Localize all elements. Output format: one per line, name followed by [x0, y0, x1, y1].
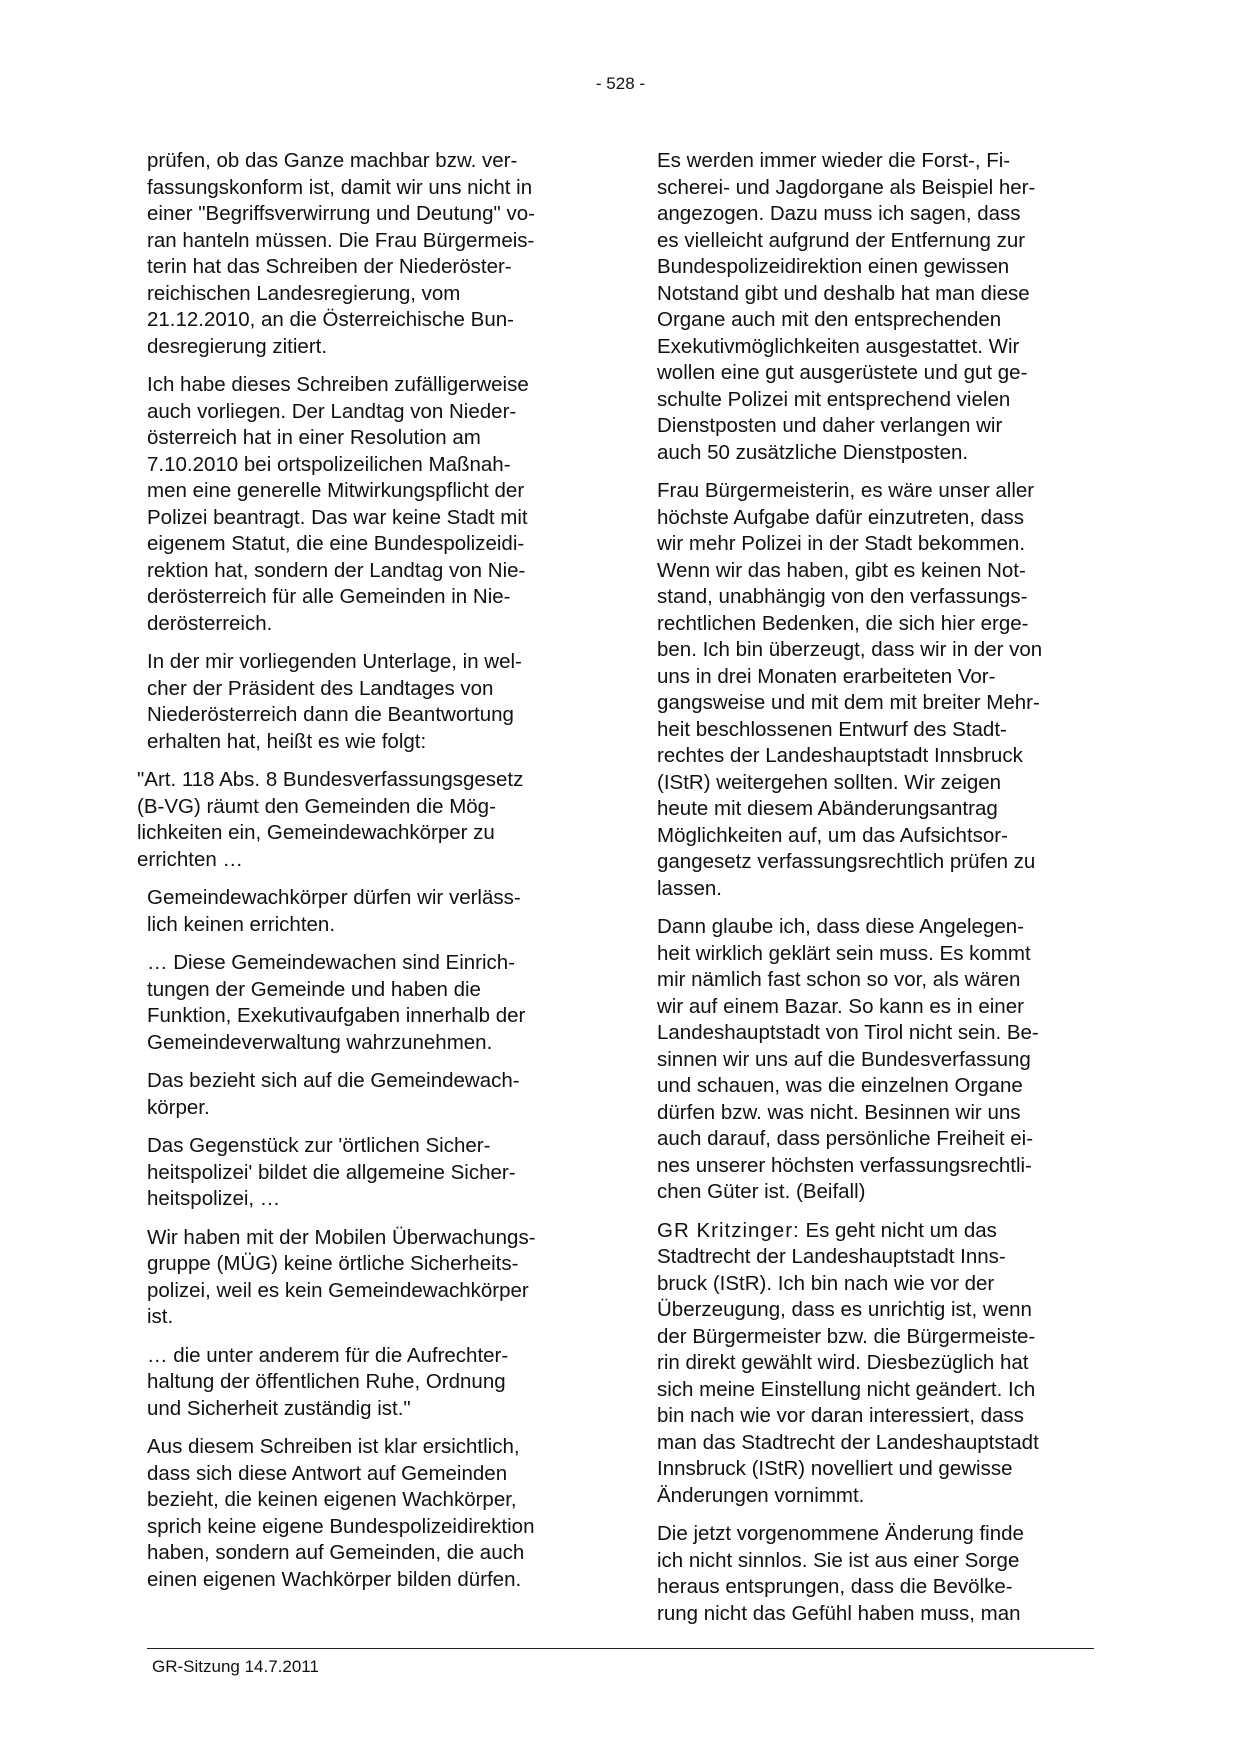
text-line: angezogen. Dazu muss ich sagen, dass — [657, 202, 1021, 225]
text-line: rektion hat, sondern der Landtag von Nie- — [147, 558, 526, 582]
text-line: Möglichkeiten auf, um das Aufsichtsor- — [657, 823, 1008, 847]
text-line: haben, sondern auf Gemeinden, die auch — [147, 1541, 525, 1564]
text-line: Gemeindewachkörper dürfen wir verläss- — [147, 886, 521, 909]
text-line: einen eigenen Wachkörper bilden dürfen. — [147, 1567, 522, 1591]
text-line: lichkeiten ein, Gemeindewachkörper zu — [137, 821, 495, 844]
text-line: Bundespolizeidirektion einen gewissen — [657, 255, 1010, 278]
text-line: nes unserer höchsten verfassungsrechtli- — [657, 1153, 1032, 1177]
text-line: cher der Präsident des Landtages von — [147, 676, 494, 700]
text-line: wollen eine gut ausgerüstete und gut ge- — [657, 361, 1028, 384]
speech-text: Es geht nicht um das — [805, 1218, 997, 1242]
text-line: rung nicht das Gefühl haben muss, man — [657, 1601, 1021, 1625]
text-line: Die jetzt vorgenommene Änderung finde — [657, 1522, 1024, 1545]
paragraph — [147, 1068, 582, 1121]
text-line: ben. Ich bin überzeugt, dass wir in der von — [657, 638, 1043, 661]
text-line: dass sich diese Antwort auf Gemeinden — [147, 1461, 508, 1485]
text-line: Funktion, Exekutivaufgaben innerhalb der — [147, 1004, 526, 1027]
text-line: derösterreich. — [147, 611, 273, 635]
text-line: Exekutivmöglichkeiten ausgestattet. Wir — [657, 334, 1020, 358]
quote-paragraph — [137, 767, 582, 873]
left-column — [137, 148, 582, 1605]
text-line: stand, unabhängig von den verfassungs- — [657, 585, 1028, 608]
text-line: … die unter anderem für die Aufrechter- — [147, 1343, 509, 1367]
text-line: Stadtrecht der Landeshauptstadt Inns- — [657, 1245, 1006, 1268]
text-line: einer "Begriffsverwirrung und Deutung" vo- — [147, 202, 535, 225]
text-line: heit beschlossenen Entwurf des Stadt- — [657, 717, 1007, 741]
text-line: wir auf einem Bazar. So kann es in einer — [657, 994, 1024, 1018]
text-line: sinnen wir uns auf die Bundesverfassung — [657, 1047, 1031, 1071]
text-line: Dienstposten und daher verlangen wir — [657, 414, 1003, 437]
text-line: (IStR) weitergehen sollten. Wir zeigen — [657, 770, 1002, 794]
paragraph — [657, 914, 1092, 1206]
text-line: heitspolizei' bildet die allgemeine Sicher- — [147, 1160, 516, 1184]
text-line: Das Gegenstück zur 'örtlichen Sicher- — [147, 1134, 491, 1157]
text-line: Niederösterreich dann die Beantwortung — [147, 703, 514, 726]
text-line: rin direkt gewählt wird. Diesbezüglich hat — [657, 1351, 1029, 1374]
text-line: schulte Polizei mit entsprechend vielen — [657, 387, 1011, 411]
text-line: Notstand gibt und deshalb hat man diese — [657, 281, 1030, 305]
text-line: höchste Aufgabe dafür einzutreten, dass — [657, 505, 1024, 529]
text-line: Wir haben mit der Mobilen Überwachungs- — [147, 1225, 536, 1249]
text-line: chen Güter ist. (Beifall) — [657, 1180, 866, 1203]
text-line: men eine generelle Mitwirkungspflicht der — [147, 479, 525, 502]
text-line: heraus entsprungen, dass die Bevölke- — [657, 1575, 1013, 1598]
paragraph — [147, 1434, 582, 1593]
text-line: Wenn wir das haben, gibt es keinen Not- — [657, 558, 1026, 582]
paragraph — [657, 478, 1092, 902]
text-line: Änderungen vornimmt. — [657, 1483, 865, 1507]
text-line: prüfen, ob das Ganze machbar bzw. ver- — [147, 149, 518, 172]
footer-divider — [147, 1648, 1094, 1649]
paragraph — [147, 1225, 582, 1331]
text-line: ran hanteln müssen. Die Frau Bürgermeis- — [147, 228, 535, 252]
text-line: heit wirklich geklärt sein muss. Es kommt — [657, 941, 1031, 965]
text-line: polizei, weil es kein Gemeindewachkörper — [147, 1278, 529, 1302]
speaker-name: GR Kritzinger: — [657, 1218, 800, 1242]
text-line: scherei- und Jagdorgane als Beispiel her- — [657, 175, 1036, 199]
text-line: man das Stadtrecht der Landeshauptstadt — [657, 1430, 1039, 1454]
text-line: desregierung zitiert. — [147, 334, 328, 358]
paragraph — [147, 1343, 582, 1423]
text-line: terin hat das Schreiben der Niederöster- — [147, 255, 512, 278]
text-line: reichischen Landesregierung, vom — [147, 281, 461, 305]
text-line: Gemeindeverwaltung wahrzunehmen. — [147, 1030, 493, 1054]
text-line: Polizei beantragt. Das war keine Stadt mit — [147, 505, 528, 529]
text-line: In der mir vorliegenden Unterlage, in wel- — [147, 650, 522, 673]
text-line: Aus diesem Schreiben ist klar ersichtlich, — [147, 1435, 520, 1458]
right-column — [657, 148, 1092, 1639]
text-line: gangesetz verfassungsrechtlich prüfen zu — [657, 850, 1036, 873]
text-line: und schauen, was die einzelnen Organe — [657, 1074, 1023, 1097]
text-line: und Sicherheit zuständig ist." — [147, 1396, 411, 1420]
text-line: 7.10.2010 bei ortspolizeilichen Maßnah- — [147, 452, 511, 476]
text-line: auch vorliegen. Der Landtag von Nieder- — [147, 399, 517, 423]
text-line: lich keinen errichten. — [147, 912, 336, 936]
paragraph — [147, 885, 582, 938]
text-line: haltung der öffentlichen Ruhe, Ordnung — [147, 1370, 506, 1393]
text-line: Ich habe dieses Schreiben zufälligerweise — [147, 373, 529, 396]
text-line: bezieht, die keinen eigenen Wachkörper, — [147, 1488, 517, 1511]
page-number: - 528 - — [595, 74, 646, 93]
text-line: der Bürgermeister bzw. die Bürgermeiste- — [657, 1324, 1036, 1348]
text-line: errichten … — [137, 847, 243, 871]
text-line: ist. — [147, 1305, 174, 1328]
text-line: sich meine Einstellung nicht geändert. Ich — [657, 1377, 1036, 1401]
text-line: Dann glaube ich, dass diese Angelegen- — [657, 915, 1024, 938]
text-line: Frau Bürgermeisterin, es wäre unser aller — [657, 479, 1035, 502]
text-line: wir mehr Polizei in der Stadt bekommen. — [657, 532, 1026, 555]
text-line: Organe auch mit den entsprechenden — [657, 308, 1002, 331]
text-line: uns in drei Monaten erarbeiteten Vor- — [657, 664, 996, 688]
text-line: gangsweise und mit dem mit breiter Mehr- — [657, 691, 1040, 714]
text-line: heitspolizei, … — [147, 1187, 281, 1210]
text-line: fassungskonform ist, damit wir uns nicht in — [147, 175, 533, 199]
paragraph — [147, 649, 582, 755]
text-line: lassen. — [657, 876, 722, 900]
text-line: österreich hat in einer Resolution am — [147, 426, 481, 449]
text-line: erhalten hat, heißt es wie folgt: — [147, 729, 427, 753]
text-line: es vielleicht aufgrund der Entfernung zur — [657, 228, 1026, 252]
paragraph — [147, 1133, 582, 1213]
text-line: dürfen bzw. was nicht. Besinnen wir uns — [657, 1100, 1021, 1124]
text-line: ich nicht sinnlos. Sie ist aus einer Sorge — [657, 1548, 1020, 1572]
text-line: heute mit diesem Abänderungsantrag — [657, 797, 998, 820]
text-line: sprich keine eigene Bundespolizeidirektion — [147, 1514, 535, 1538]
text-line: bin nach wie vor daran interessiert, dass — [657, 1404, 1024, 1427]
text-line: Das bezieht sich auf die Gemeindewach- — [147, 1069, 520, 1092]
paragraph — [147, 950, 582, 1056]
text-line: (B-VG) räumt den Gemeinden die Mög- — [137, 794, 496, 818]
text-line: Es werden immer wieder die Forst-, Fi- — [657, 149, 1011, 172]
text-line: Überzeugung, dass es unrichtig ist, wenn — [657, 1298, 1032, 1321]
text-line: Landeshauptstadt von Tirol nicht sein. Be- — [657, 1021, 1039, 1044]
text-line: rechtes der Landeshauptstadt Innsbruck — [657, 744, 1023, 767]
text-line: 21.12.2010, an die Österreichische Bun- — [147, 308, 514, 331]
text-line: auch 50 zusätzliche Dienstposten. — [657, 440, 969, 464]
text-line: "Art. 118 Abs. 8 Bundesverfassungsgesetz — [137, 768, 524, 791]
paragraph — [657, 148, 1092, 466]
paragraph — [657, 1521, 1092, 1627]
text-line: bruck (IStR). Ich bin nach wie vor der — [657, 1271, 995, 1295]
paragraph — [147, 372, 582, 637]
speech-paragraph — [657, 1218, 1092, 1510]
text-line: auch darauf, dass persönliche Freiheit ei- — [657, 1127, 1034, 1150]
text-line: eigenem Statut, die eine Bundespolizeidi- — [147, 532, 525, 555]
text-line: mir nämlich fast schon so vor, als wären — [657, 968, 1021, 991]
paragraph — [147, 148, 582, 360]
footer-session-label: GR-Sitzung 14.7.2011 — [152, 1657, 319, 1676]
text-line: körper. — [147, 1095, 210, 1119]
text-line: gruppe (MÜG) keine örtliche Sicherheits- — [147, 1252, 519, 1275]
text-line: tungen der Gemeinde und haben die — [147, 977, 481, 1001]
text-line: Innsbruck (IStR) novelliert und gewisse — [657, 1457, 1013, 1480]
text-line: derösterreich für alle Gemeinden in Nie- — [147, 585, 511, 608]
text-line — [657, 1218, 1092, 1245]
text-line: … Diese Gemeindewachen sind Einrich- — [147, 951, 516, 974]
text-line: rechtlichen Bedenken, die sich hier erge- — [657, 611, 1029, 635]
